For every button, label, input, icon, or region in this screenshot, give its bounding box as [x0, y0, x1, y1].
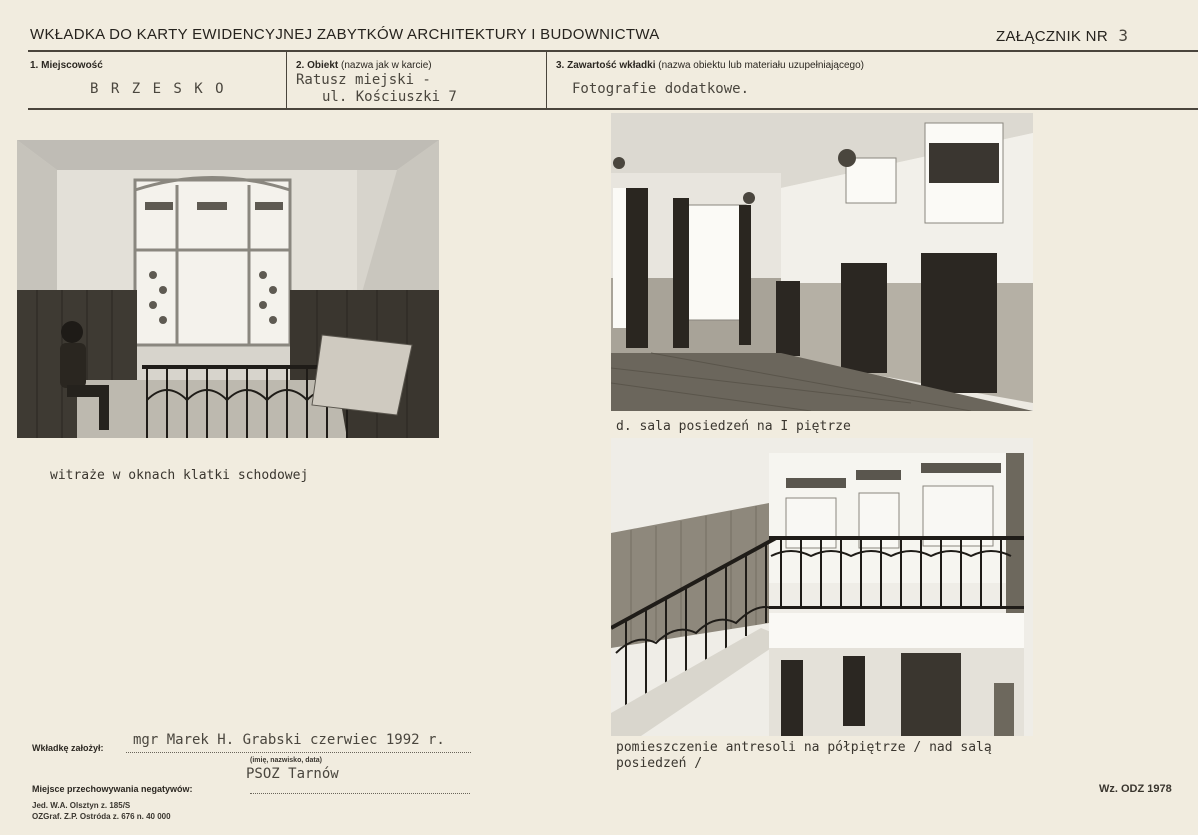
field-locality-label: 1. Miejscowość	[30, 60, 103, 71]
author-label: Wkładkę założył:	[32, 743, 104, 753]
header-rule	[28, 50, 1198, 52]
caption-photo-session-hall: d. sala posiedzeń na I piętrze	[616, 419, 851, 434]
document-title: WKŁADKA DO KARTY EWIDENCYJNEJ ZABYTKÓW ARCHITEKTURY I BUDOWNICTWA	[30, 26, 660, 43]
photo-mezzanine	[611, 438, 1033, 736]
negatives-line	[250, 793, 470, 794]
field-locality-value: B R Z E S K O	[90, 81, 226, 97]
fields-bottom-rule	[28, 108, 1198, 110]
field-content-label-text: 3. Zawartość wkładki	[556, 60, 656, 71]
field-object-label	[296, 60, 432, 71]
caption-photo-mezzanine-1: pomieszczenie antresoli na półpiętrze / nad salą	[616, 740, 992, 755]
caption-photo-mezzanine-2: posiedzeń /	[616, 756, 703, 771]
printer-imprint-2: OZGraf. Z.P. Ostróda z. 676 n. 40 000	[32, 812, 171, 821]
photo-stairwell-stained-glass	[17, 140, 439, 438]
field-object-label-text: 2. Obiekt	[296, 60, 339, 71]
field-divider-1	[286, 52, 287, 109]
author-sublabel: (imię, nazwisko, data)	[250, 757, 322, 764]
field-content-sublabel: (nazwa obiektu lub materiału uzupełniającego)	[658, 60, 864, 71]
field-content-value: Fotografie dodatkowe.	[572, 81, 750, 97]
negatives-value: PSOZ Tarnów	[246, 766, 339, 782]
author-line	[126, 752, 471, 753]
printer-imprint-1: Jed. W.A. Olsztyn z. 185/S	[32, 801, 131, 810]
photo-session-hall	[611, 113, 1033, 411]
field-divider-2	[546, 52, 547, 109]
caption-photo-stained-glass: witraże w oknach klatki schodowej	[50, 468, 309, 483]
author-value: mgr Marek H. Grabski czerwiec 1992 r.	[133, 732, 445, 748]
annex-label	[996, 26, 1128, 45]
annex-label-text: ZAŁĄCZNIK NR	[996, 28, 1108, 45]
field-object-value-1: Ratusz miejski -	[296, 72, 431, 88]
field-object-sublabel: (nazwa jak w karcie)	[341, 60, 432, 71]
field-object-value-2: ul. Kościuszki 7	[322, 89, 457, 105]
annex-number: 3	[1118, 26, 1129, 45]
form-code: Wz. ODZ 1978	[1099, 783, 1172, 795]
negatives-label: Miejsce przechowywania negatywów:	[32, 784, 193, 794]
field-content-label	[556, 60, 864, 71]
